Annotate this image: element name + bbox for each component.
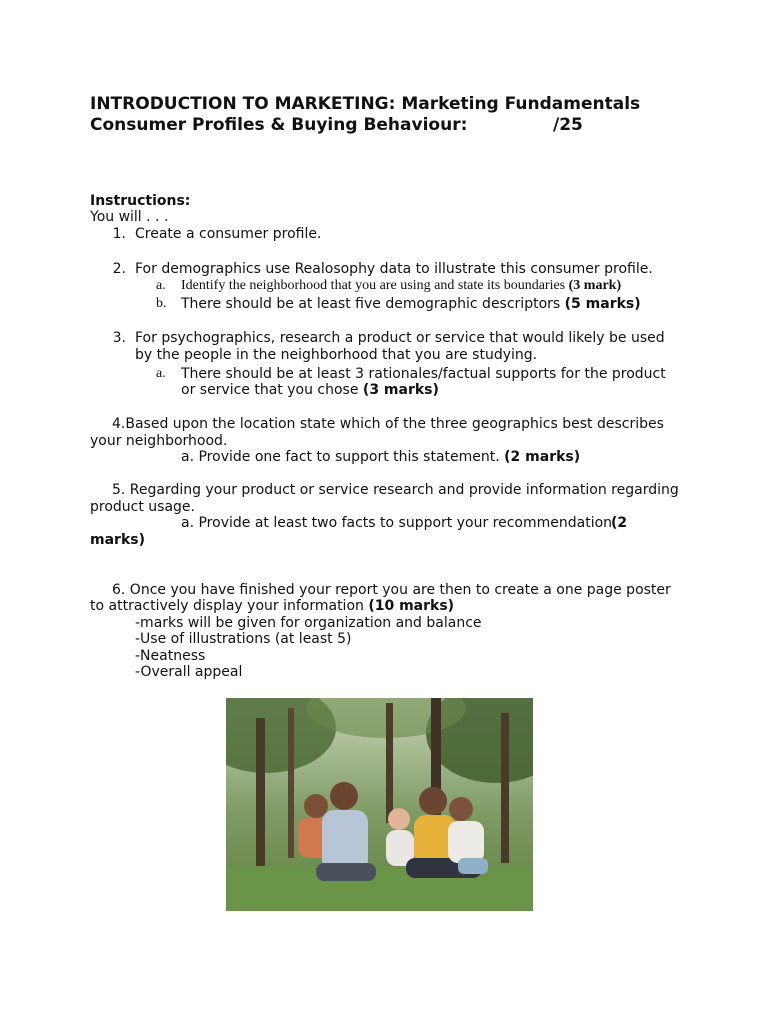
- criteria-item: -Use of illustrations (at least 5): [135, 631, 352, 647]
- item-1-text: Create a consumer profile.: [135, 226, 322, 242]
- item-4a-text: a. Provide one fact to support this statement.: [181, 449, 505, 465]
- instructions-heading: Instructions:: [90, 193, 191, 209]
- criteria-item: -Neatness: [135, 648, 206, 664]
- item-2-number: 2.: [112, 261, 126, 277]
- item-4-line1: 4.Based upon the location state which of the three geographics best describes: [112, 416, 664, 432]
- family-photo-icon: [226, 698, 533, 911]
- doc-title-score: /25: [553, 115, 583, 135]
- item-3a-line2: [181, 382, 439, 399]
- item-6-marks: (10 marks): [368, 598, 455, 614]
- item-4-line2: your neighborhood.: [90, 433, 228, 449]
- item-3-number: 3.: [112, 330, 126, 346]
- item-3a-line1: There should be at least 3 rationales/factual supports for the product: [181, 366, 666, 382]
- item-6-line1: 6. Once you have finished your report you are then to create a one page poster: [112, 582, 671, 598]
- item-5-line2: product usage.: [90, 499, 195, 515]
- item-6-text: to attractively display your information: [90, 598, 369, 614]
- item-3a-marks: (3 marks): [362, 382, 439, 398]
- instructions-intro: You will . . .: [90, 209, 169, 225]
- criteria-item: -marks will be given for organization and balance: [135, 615, 482, 631]
- item-4a-marks: (2 marks): [504, 449, 581, 465]
- item-5a-line: [181, 515, 612, 532]
- item-5a-marks-cont: marks): [90, 532, 145, 548]
- item-2a-number: a.: [156, 278, 166, 293]
- item-2b-marks: (5 marks): [564, 296, 641, 312]
- item-3-line2: by the people in the neighborhood that you are studying.: [135, 347, 538, 363]
- item-3a-text: or service that you chose: [181, 382, 363, 398]
- item-5a-text: a. Provide at least two facts to support your recommendation: [181, 515, 613, 531]
- doc-title-line1: INTRODUCTION TO MARKETING: Marketing Fundamentals: [90, 94, 641, 114]
- doc-title-line2-label: Consumer Profiles & Buying Behaviour:: [90, 115, 468, 135]
- item-3-line1: For psychographics, research a product or service that would likely be used: [135, 330, 665, 346]
- item-4a-line: [181, 449, 580, 466]
- item-3a-number: a.: [156, 366, 166, 381]
- item-1-number: 1.: [112, 226, 126, 242]
- family-photo: [226, 698, 533, 911]
- item-2a-text: Identify the neighborhood that you are using and state its boundaries: [181, 278, 569, 293]
- item-5-line1: 5. Regarding your product or service research and provide information regarding: [112, 482, 679, 498]
- criteria-item: -Overall appeal: [135, 664, 243, 680]
- item-2b-number: b.: [156, 296, 167, 311]
- item-2b-text: There should be at least five demographic descriptors: [181, 296, 565, 312]
- item-5a-marks: (2: [611, 515, 628, 531]
- item-2a-line: [181, 278, 621, 295]
- item-2-text: For demographics use Realosophy data to illustrate this consumer profile.: [135, 261, 653, 277]
- item-2b-line: [181, 296, 641, 313]
- item-2a-marks: (3 mark): [568, 278, 622, 293]
- item-6-line2: [90, 598, 454, 615]
